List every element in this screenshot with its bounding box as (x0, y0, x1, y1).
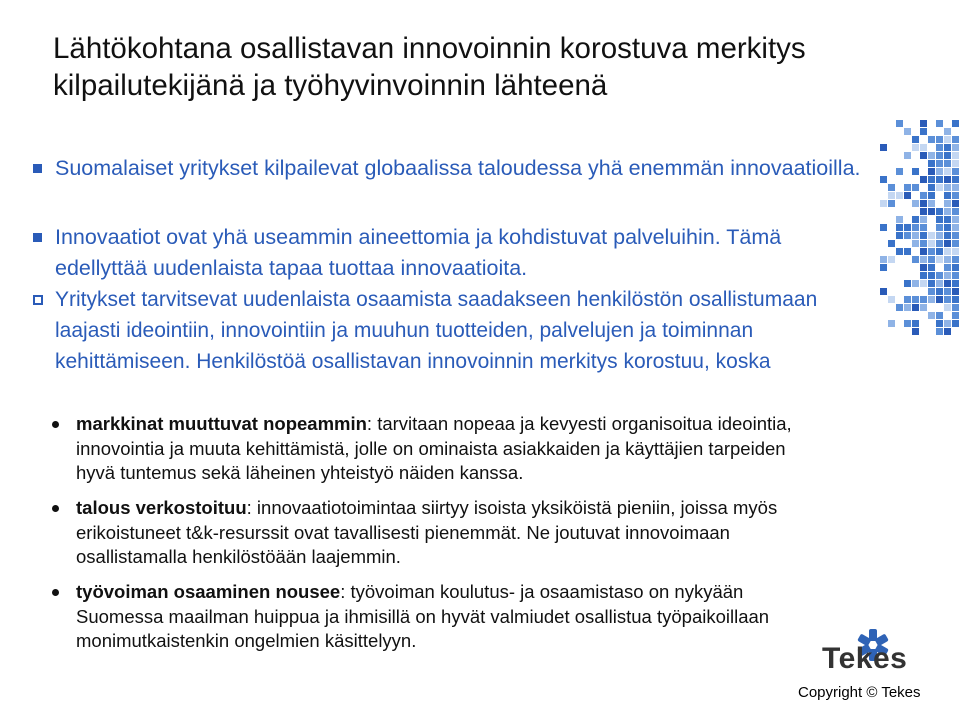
mosaic-pixel (928, 208, 935, 215)
mosaic-pixel (952, 200, 959, 207)
mosaic-pixel (920, 272, 927, 279)
mosaic-pixel (904, 280, 911, 287)
mosaic-pixel (896, 192, 903, 199)
slide-title-line-2: kilpailutekijänä ja työhyvinvoinnin lähteenä (53, 69, 608, 102)
mosaic-pixel (936, 232, 943, 239)
mosaic-pixel (920, 216, 927, 223)
mosaic-pixel (936, 136, 943, 143)
mosaic-pixel (952, 288, 959, 295)
tekes-logo-text: Tekes (822, 642, 908, 675)
subbullet-text: : innovaatiotoimintaa siirtyy isoista yksiköistä pieniin, joissa myös erikoistuneet t&k-resurssit ovat tavallisesti pienemmät. Ne joutuvat innovoimaan osallistamalla henkilöstöään laajemmin. (76, 497, 778, 567)
mosaic-pixel (928, 192, 935, 199)
mosaic-pixel (952, 120, 959, 127)
mosaic-pixel (952, 224, 959, 231)
mosaic-pixel (952, 160, 959, 167)
mosaic-pixel (944, 216, 951, 223)
mosaic-pixel (904, 184, 911, 191)
mosaic-pixel (944, 224, 951, 231)
copyright-footer: Copyright © Tekes (798, 684, 921, 701)
mosaic-pixel (936, 168, 943, 175)
mosaic-pixel (912, 304, 919, 311)
mosaic-pixel (920, 208, 927, 215)
mosaic-pixel (912, 256, 919, 263)
mosaic-pixel (928, 160, 935, 167)
mosaic-pixel (944, 280, 951, 287)
mosaic-pixel (936, 184, 943, 191)
mosaic-pixel (936, 328, 943, 335)
mosaic-pixel (944, 144, 951, 151)
mosaic-pixel (928, 280, 935, 287)
mosaic-pixel (912, 328, 919, 335)
mosaic-pixel (928, 272, 935, 279)
mosaic-pixel (952, 184, 959, 191)
bullet-2 (33, 222, 863, 284)
mosaic-pixel (944, 128, 951, 135)
mosaic-pixel (944, 272, 951, 279)
mosaic-pixel (904, 192, 911, 199)
mosaic-pixel (904, 128, 911, 135)
mosaic-pixel (944, 200, 951, 207)
mosaic-pixel (920, 280, 927, 287)
mosaic-pixel (928, 312, 935, 319)
mosaic-pixel (936, 152, 943, 159)
mosaic-pixel (936, 208, 943, 215)
mosaic-pixel (928, 288, 935, 295)
mosaic-pixel (944, 248, 951, 255)
mosaic-pixel (920, 296, 927, 303)
mosaic-pixel (880, 288, 887, 295)
mosaic-pixel (944, 168, 951, 175)
mosaic-pixel (936, 296, 943, 303)
mosaic-pixel (952, 216, 959, 223)
mosaic-pixel (936, 160, 943, 167)
mosaic-pixel (920, 128, 927, 135)
mosaic-pixel (952, 168, 959, 175)
mosaic-pixel (944, 256, 951, 263)
mosaic-pixel (936, 176, 943, 183)
mosaic-pixel (896, 224, 903, 231)
mosaic-pixel (880, 224, 887, 231)
slide-title-line-1: Lähtökohtana osallistavan innovoinnin korostuva merkitys (53, 32, 806, 65)
mosaic-pixel (904, 248, 911, 255)
mosaic-pixel (952, 176, 959, 183)
mosaic-pixel (920, 176, 927, 183)
mosaic-pixel (944, 240, 951, 247)
mosaic-pixel (888, 240, 895, 247)
mosaic-pixel (944, 160, 951, 167)
mosaic-pixel (952, 248, 959, 255)
mosaic-pixel (952, 192, 959, 199)
mosaic-pixel (944, 320, 951, 327)
subbullet-bold: markkinat muuttuvat nopeammin (76, 413, 367, 434)
mosaic-pixel (952, 144, 959, 151)
mosaic-pixel (944, 232, 951, 239)
square-bullet-icon (33, 233, 42, 242)
mosaic-pixel (920, 264, 927, 271)
subbullet-bold: talous verkostoituu (76, 497, 247, 518)
bullet-text: Suomalaiset yritykset kilpailevat globaalissa taloudessa yhä enemmän innovaatioilla. (55, 156, 861, 180)
mosaic-pixel (896, 216, 903, 223)
mosaic-pixel (920, 240, 927, 247)
mosaic-pixel (912, 232, 919, 239)
square-bullet-icon (33, 164, 42, 173)
mosaic-pixel (920, 232, 927, 239)
square-bullet-icon (33, 295, 43, 305)
dot-bullet-icon (52, 505, 59, 512)
mosaic-pixel (952, 312, 959, 319)
mosaic-pixel (944, 184, 951, 191)
mosaic-pixel (928, 136, 935, 143)
mosaic-pixel (936, 216, 943, 223)
mosaic-pixel (952, 280, 959, 287)
mosaic-pixel (936, 224, 943, 231)
mosaic-pixel (936, 272, 943, 279)
mosaic-pixel (944, 296, 951, 303)
mosaic-pixel (920, 304, 927, 311)
mosaic-pixel (912, 200, 919, 207)
mosaic-pixel (904, 304, 911, 311)
subbullet-text: : työvoiman koulutus- ja osaamistaso on nykyään Suomessa maailman huippua ja ihmisillä on hyvät valmiudet osallistua työpaikoillaan monimutkaistenkin ongelmien käsittelyyn. (76, 581, 770, 651)
mosaic-pixel (912, 320, 919, 327)
mosaic-pixel (880, 256, 887, 263)
subbullet-1 (52, 412, 822, 486)
mosaic-pixel (944, 208, 951, 215)
mosaic-pixel (952, 304, 959, 311)
mosaic-pixel (888, 320, 895, 327)
mosaic-pixel (944, 152, 951, 159)
mosaic-pixel (952, 264, 959, 271)
bullet-1 (33, 153, 863, 184)
mosaic-pixel (912, 216, 919, 223)
slide-title (53, 30, 873, 104)
mosaic-pixel (888, 200, 895, 207)
mosaic-pixel (944, 288, 951, 295)
bullet-text: Innovaatiot ovat yhä useammin aineettomia ja kohdistuvat palveluihin. Tämä edellyttää uudenlaista tapaa tuottaa innovaatioita. (55, 225, 782, 280)
mosaic-pixel (928, 232, 935, 239)
mosaic-pixel (896, 304, 903, 311)
mosaic-pixel (952, 208, 959, 215)
mosaic-pixel (912, 296, 919, 303)
dot-bullet-icon (52, 589, 59, 596)
mosaic-pixel (936, 320, 943, 327)
mosaic-pixel (944, 328, 951, 335)
mosaic-pixel (928, 296, 935, 303)
subbullet-bold: työvoiman osaaminen nousee (76, 581, 341, 602)
mosaic-pixel (880, 200, 887, 207)
mosaic-pixel (880, 264, 887, 271)
mosaic-pixel (944, 264, 951, 271)
mosaic-pixel (912, 184, 919, 191)
mosaic-pixel (880, 176, 887, 183)
mosaic-pixel (904, 152, 911, 159)
mosaic-pixel (888, 296, 895, 303)
subbullet-3 (52, 580, 822, 654)
mosaic-pixel (920, 256, 927, 263)
mosaic-pixel (944, 136, 951, 143)
mosaic-pixel (920, 224, 927, 231)
mosaic-pixel (912, 224, 919, 231)
mosaic-pixel (936, 248, 943, 255)
mosaic-pixel (944, 192, 951, 199)
mosaic-pixel (888, 184, 895, 191)
mosaic-pixel (896, 232, 903, 239)
mosaic-pixel (928, 152, 935, 159)
mosaic-pixel (952, 296, 959, 303)
mosaic-pixel (896, 248, 903, 255)
mosaic-pixel (952, 320, 959, 327)
mosaic-pixel (904, 320, 911, 327)
mosaic-pixel (936, 280, 943, 287)
mosaic-pixel (928, 264, 935, 271)
mosaic-pixel (920, 144, 927, 151)
subbullet-text: : tarvitaan nopeaa ja kevyesti organisoitua ideointia, innovointia ja muuta kehittämistä, jolle on ominaista asiakkaiden ja käyttäjien tarpeiden hyvä tuntemus sekä läheinen yhteistyö näiden kanssa. (76, 413, 792, 483)
mosaic-pixel (928, 184, 935, 191)
mosaic-pixel (912, 144, 919, 151)
mosaic-pixel (920, 248, 927, 255)
mosaic-pixel (928, 240, 935, 247)
mosaic-pixel (928, 176, 935, 183)
mosaic-pixel (928, 256, 935, 263)
mosaic-pixel (920, 192, 927, 199)
mosaic-pixel (904, 224, 911, 231)
mosaic-pixel (936, 256, 943, 263)
bullet-text: Yritykset tarvitsevat uudenlaista osaamista saadakseen henkilöstön osallistumaan laajasti ideointiin, innovointiin ja muuhun tuotteiden, palvelujen ja toiminnan kehittämiseen. Henkilöstöä osallistavan innovoinnin merkitys korostuu, koska (55, 288, 818, 373)
mosaic-pixel (920, 120, 927, 127)
mosaic-pixel (952, 136, 959, 143)
mosaic-pixel (936, 120, 943, 127)
mosaic-pixel (928, 248, 935, 255)
mosaic-pixel (880, 144, 887, 151)
mosaic-pixel (952, 152, 959, 159)
mosaic-pixel (912, 168, 919, 175)
mosaic-pixel (896, 168, 903, 175)
mosaic-pixel (912, 136, 919, 143)
mosaic-pixel (944, 176, 951, 183)
mosaic-pixel (920, 200, 927, 207)
bullet-3 (33, 284, 863, 377)
mosaic-pixel (952, 256, 959, 263)
mosaic-pixel (936, 240, 943, 247)
mosaic-pixel (920, 152, 927, 159)
mosaic-pixel (896, 120, 903, 127)
mosaic-pixel (936, 144, 943, 151)
mosaic-pixel (904, 296, 911, 303)
mosaic-pixel (904, 232, 911, 239)
dot-bullet-icon (52, 421, 59, 428)
mosaic-pixel (952, 232, 959, 239)
mosaic-pixel (928, 168, 935, 175)
mosaic-pixel (888, 192, 895, 199)
mosaic-pixel (912, 240, 919, 247)
mosaic-pixel (952, 272, 959, 279)
mosaic-pixel (936, 288, 943, 295)
mosaic-pixel (928, 200, 935, 207)
mosaic-pixel (912, 280, 919, 287)
mosaic-pixel (936, 312, 943, 319)
mosaic-pixel (944, 304, 951, 311)
mosaic-pixel (888, 256, 895, 263)
subbullet-2 (52, 496, 822, 570)
mosaic-pixel (952, 240, 959, 247)
